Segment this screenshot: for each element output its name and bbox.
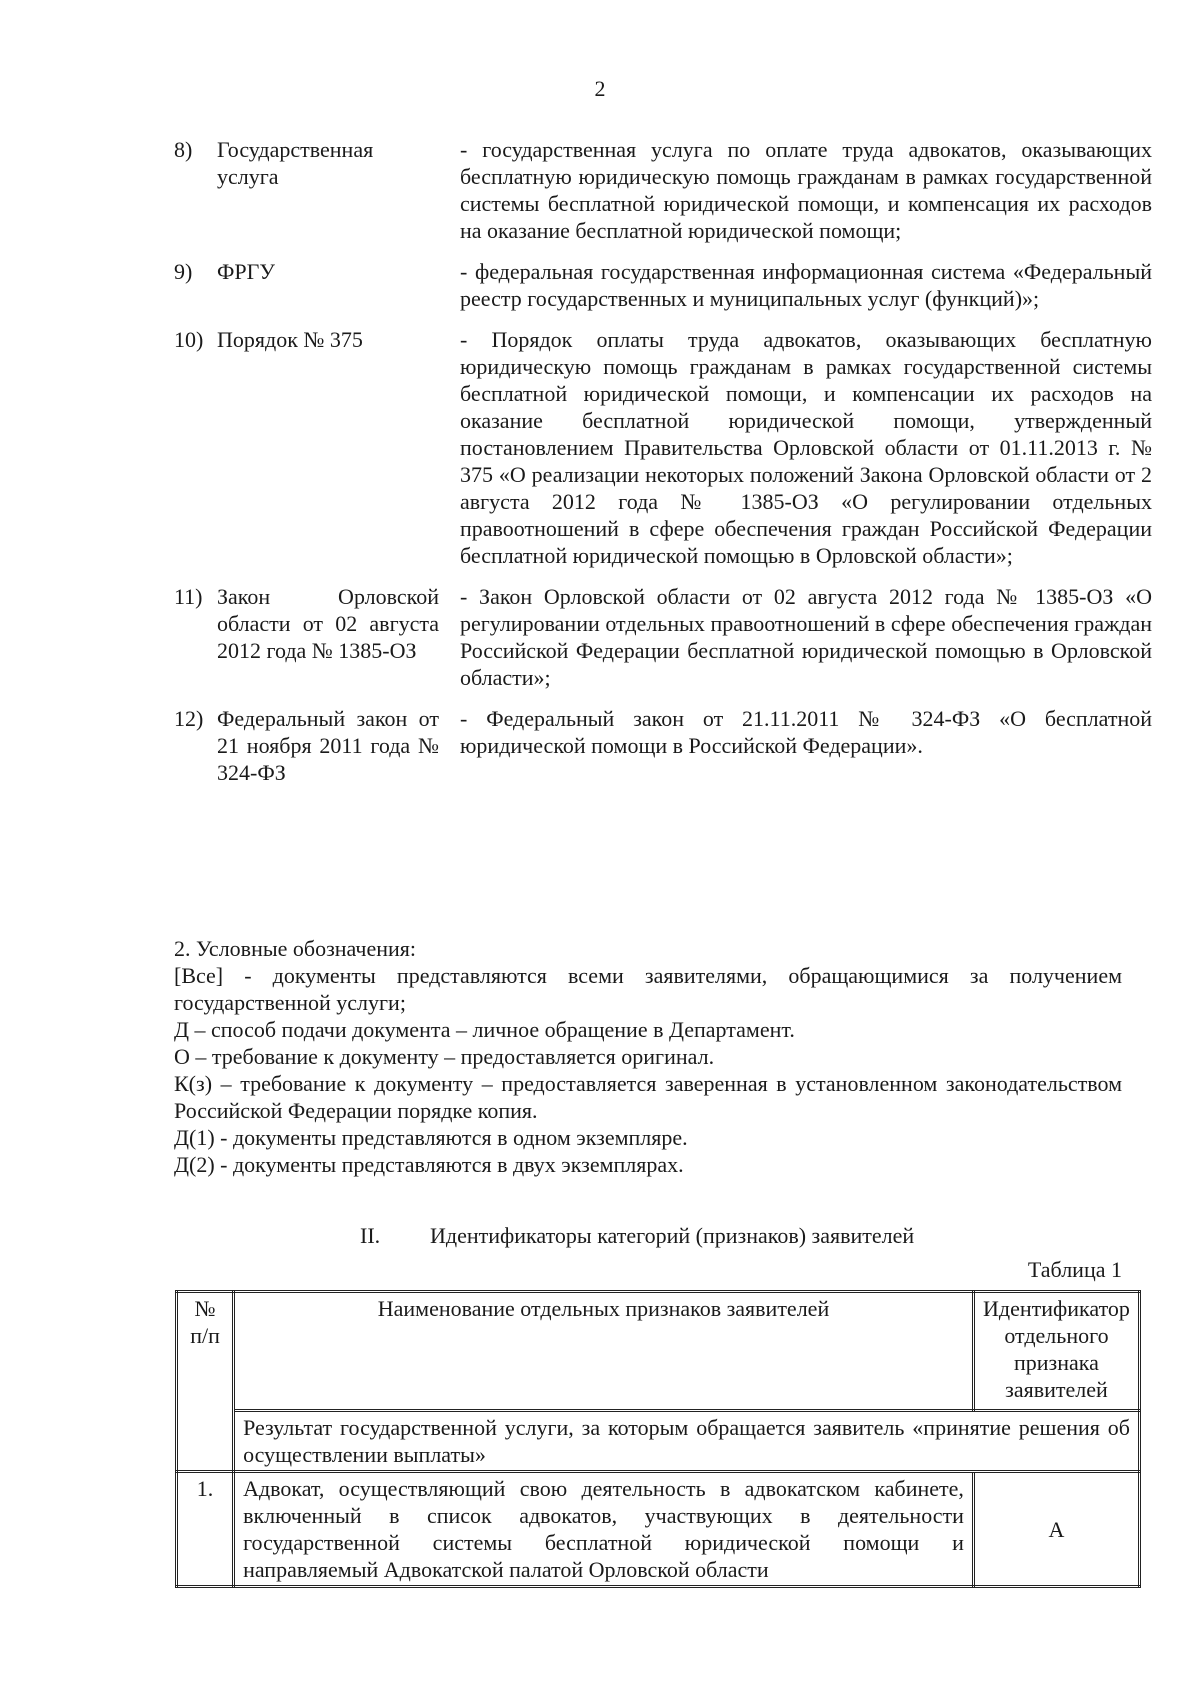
definition-text: - Порядок оплаты труда адвокатов, оказывающих бесплатную юридическую помощь гражданам в рамках государственной системы бесплатной юридической помощи, и компенсации их расходов на оказание бесплатной юридической помощи, утвержденный постановлением Правительства Орловской области от 01.11.2013 г. № 375 «О реализации некоторых положений Закона Орловской области от 2 августа 2012 года № 1385-ОЗ «О регулировании отдельных правоотношений в сфере обеспечения граждан Российской Федерации бесплатной юридической помощью в Орловской области»; bbox=[460, 327, 1152, 568]
legend-heading: 2. Условные обозначения: bbox=[174, 936, 417, 961]
header-number: № п/п bbox=[177, 1292, 234, 1472]
definition-term: Порядок № 375 bbox=[217, 327, 363, 352]
definition-item bbox=[174, 583, 1154, 691]
definition-number: 9) bbox=[174, 259, 193, 284]
legend-item: О – требование к документу – предоставляется оригинал. bbox=[174, 1044, 715, 1069]
definition-term: Федеральный закон от 21 ноября 2011 года № 324-ФЗ bbox=[217, 706, 439, 785]
definition-term: Закон Орловской области от 02 августа 2012 года № 1385-ОЗ bbox=[217, 584, 439, 663]
definition-text: - Закон Орловской области от 02 августа 2012 года № 1385-ОЗ «О регулировании отдельных правоотношений в сфере обеспечения граждан Российской Федерации бесплатной юридической помощью в Орловской области»; bbox=[460, 584, 1152, 690]
table-row bbox=[177, 1472, 1140, 1587]
result-cell: Результат государственной услуги, за которым обращается заявитель «принятие решения об осуществлении выплаты» bbox=[234, 1411, 1140, 1472]
row-identifier: А bbox=[973, 1472, 1139, 1587]
definition-text: - государственная услуга по оплате труда адвокатов, оказывающих бесплатную юридическую помощь гражданам в рамках государственной системы бесплатной юридической помощи, и компенсация их расходов на оказание бесплатной юридической помощи; bbox=[460, 137, 1152, 243]
legend-block bbox=[174, 935, 1122, 1178]
definition-text: - Федеральный закон от 21.11.2011 № 324-ФЗ «О бесплатной юридической помощи в Российской Федерации». bbox=[460, 706, 1152, 758]
table-header-row bbox=[177, 1292, 1140, 1411]
definition-number: 11) bbox=[174, 584, 203, 609]
legend-item: Д(1) - документы представляются в одном экземпляре. bbox=[174, 1125, 688, 1150]
definition-item bbox=[174, 136, 1154, 244]
definition-term: ФРГУ bbox=[217, 259, 275, 284]
section-title bbox=[360, 1223, 914, 1249]
definition-item bbox=[174, 258, 1154, 312]
section-heading: Идентификаторы категорий (признаков) заявителей bbox=[430, 1223, 915, 1248]
definition-item bbox=[174, 326, 1154, 569]
legend-item: [Все] - документы представляются всеми заявителями, обращающимися за получением государственной услуги; bbox=[174, 963, 1122, 1015]
section-number: II. bbox=[360, 1223, 381, 1248]
table-result-row bbox=[177, 1411, 1140, 1472]
definition-number: 8) bbox=[174, 137, 193, 162]
legend-item: Д – способ подачи документа – личное обращение в Департамент. bbox=[174, 1017, 795, 1042]
legend-item: Д(2) - документы представляются в двух экземплярах. bbox=[174, 1152, 684, 1177]
header-name: Наименование отдельных признаков заявителей bbox=[234, 1292, 974, 1411]
table-caption: Таблица 1 bbox=[1027, 1257, 1122, 1282]
definition-term: Государственная услуга bbox=[217, 137, 374, 189]
row-name: Адвокат, осуществляющий свою деятельность в адвокатском кабинете, включенный в список адвокатов, участвующих в деятельности государственной системы бесплатной юридической помощи и направляемый Адвокатской палатой Орловской области bbox=[234, 1472, 974, 1587]
row-number: 1. bbox=[177, 1472, 234, 1587]
legend-item: К(з) – требование к документу – предоставляется заверенная в установленном законодательством Российской Федерации порядке копия. bbox=[174, 1071, 1122, 1123]
definition-text: - федеральная государственная информационная система «Федеральный реестр государственных и муниципальных услуг (функций)»; bbox=[460, 259, 1152, 311]
definitions-list bbox=[174, 136, 1154, 800]
header-identifier: Идентификатор отдельного признака заявителей bbox=[973, 1292, 1139, 1411]
definition-number: 12) bbox=[174, 706, 204, 731]
page-number: 2 bbox=[594, 76, 606, 101]
definition-number: 10) bbox=[174, 327, 204, 352]
definition-item bbox=[174, 705, 1154, 786]
applicant-categories-table bbox=[175, 1290, 1141, 1588]
